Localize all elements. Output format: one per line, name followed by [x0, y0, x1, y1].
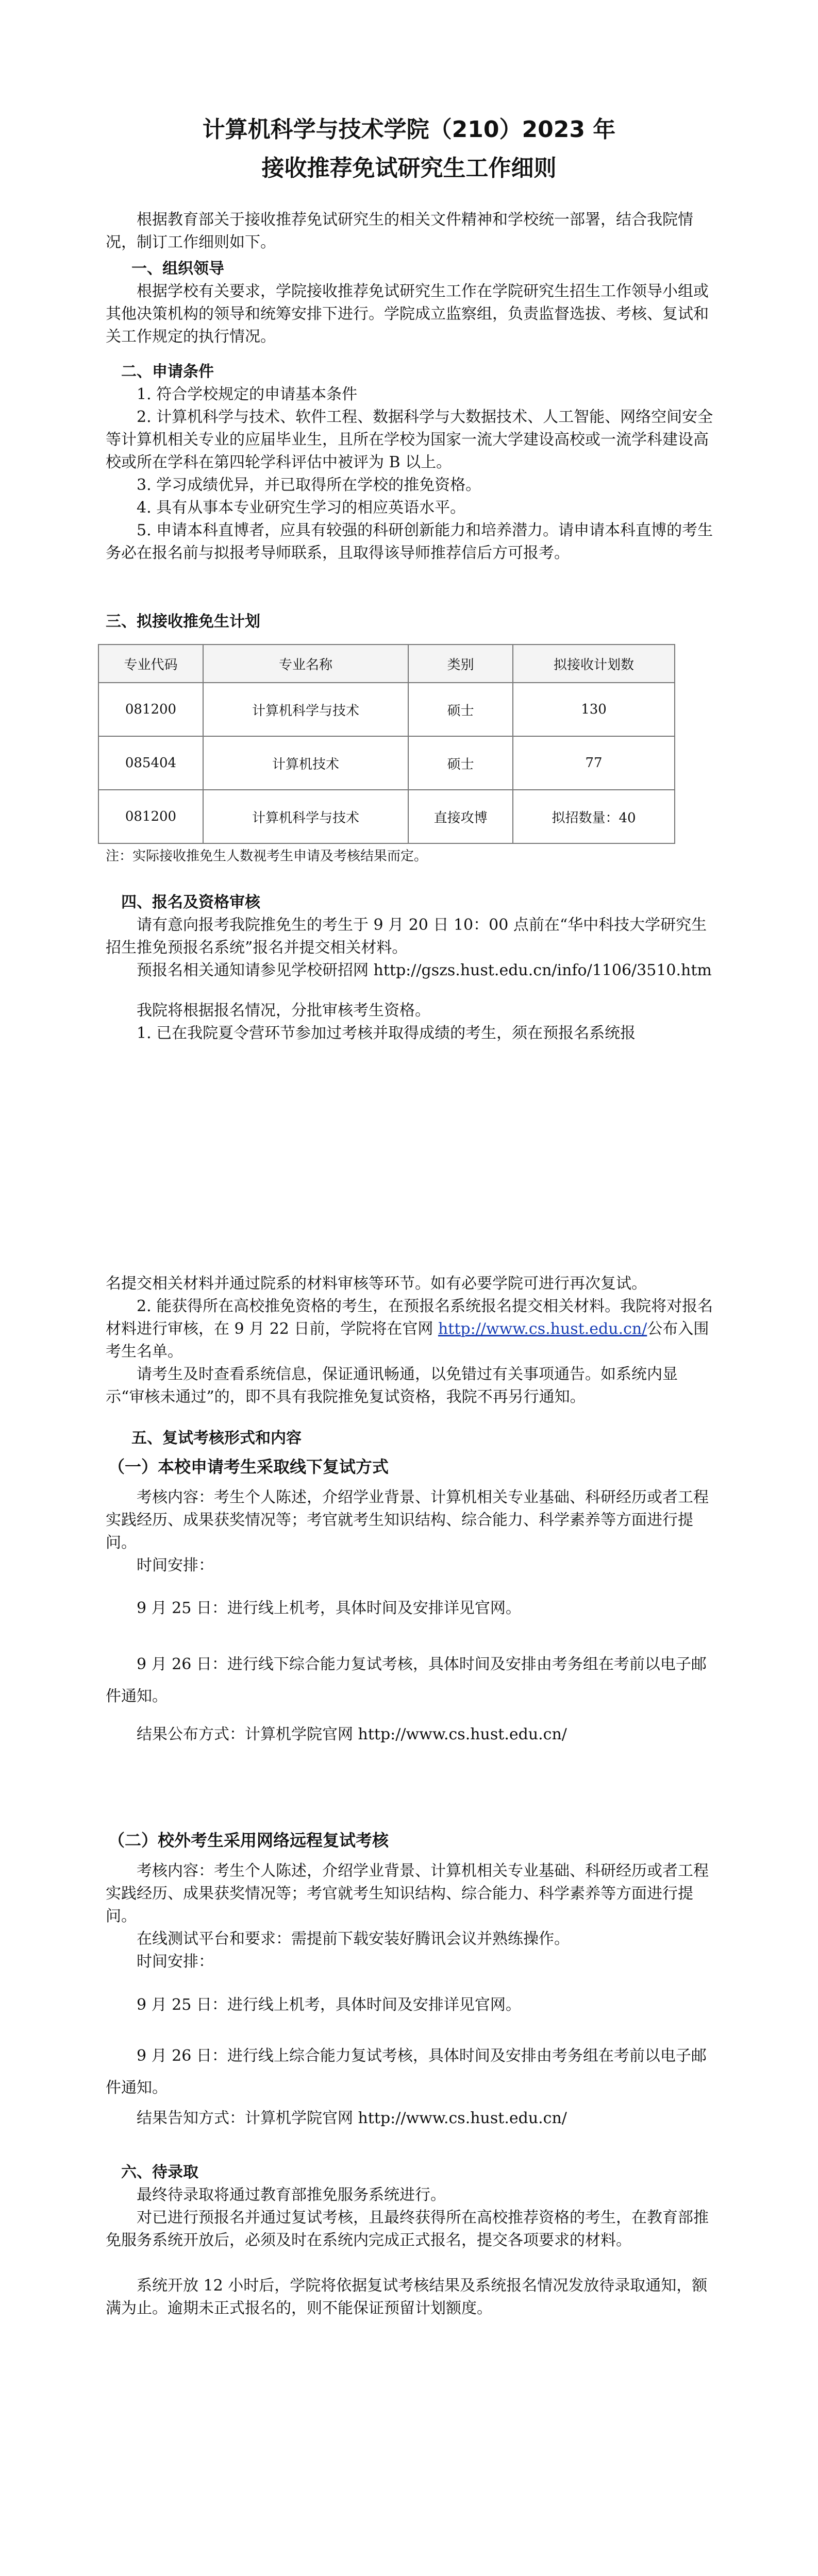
intro-paragraph: 根据教育部关于接收推荐免试研究生的相关文件精神和学校统一部署，结合我院情况，制订工作细则如下。: [106, 211, 693, 251]
date-label: 9 月 25 日：: [137, 1996, 227, 2014]
table-row: [98, 736, 675, 790]
table-cell: 硕士: [408, 736, 513, 790]
table-cell: 计算机科学与技术: [203, 790, 408, 843]
prereg-notice-label: 预报名相关通知请参见学校研招网: [137, 961, 374, 979]
table-header: 拟接收计划数: [513, 645, 675, 683]
section-3-heading: 三、拟接收推免生计划: [106, 613, 260, 631]
section-5-heading: 五、复试考核形式和内容: [131, 1429, 302, 1447]
section-4-p7: 请考生及时查看系统信息，保证通讯畅通，以免错过有关事项通告。如系统内显示“审核未通过”的，即不具有我院推免复试资格，我院不再另行通知。: [106, 1365, 678, 1406]
table-cell: 硕士: [408, 683, 513, 736]
section-5a-time-1: [106, 1597, 714, 1620]
table-row: [98, 790, 675, 843]
section-4-p5: 名提交相关材料并通过院系的材料审核等环节。如有必要学院可进行再次复试。: [106, 1275, 647, 1293]
section-5a-heading: （一）本校申请考生采取线下复试方式: [108, 1457, 389, 1477]
schedule-text: 进行线上机考，具体时间及安排详见官网。: [227, 1599, 521, 1617]
table-note: 注：实际接收推免生人数视考生申请及考核结果而定。: [106, 849, 428, 864]
section-4-p2: [106, 959, 714, 982]
table-cell: 085404: [98, 736, 203, 790]
prereg-notice-url: http://gszs.hust.edu.cn/info/1106/3510.htm: [373, 961, 712, 979]
table-header: 专业代码: [98, 645, 203, 683]
section-5a-time-label: 时间安排：: [137, 1556, 214, 1574]
section-2-heading: 二、申请条件: [121, 363, 214, 381]
plan-table: [98, 644, 675, 844]
section-5b-time-label: 时间安排：: [137, 1953, 214, 1971]
section-5b-result: 结果告知方式：计算机学院官网 http://www.cs.hust.edu.cn/: [137, 2109, 567, 2127]
section-1-text: 根据学校有关要求，学院接收推荐免试研究生工作在学院研究生招生工作领导小组或其他决策机构的领导和统筹安排下进行。学院成立监察组，负责监督选拔、考核、复试和关工作规定的执行情况。: [106, 282, 709, 346]
college-site-link[interactable]: http://www.cs.hust.edu.cn/: [438, 1320, 647, 1338]
section-5b-time-2: [106, 2040, 714, 2104]
table-header-row: [98, 645, 675, 683]
review-text: 2. 能获得所在高校推免资格的考生，在预报名系统报名提交相关材料。我院将对报名材料进行审核，在 9 月 22 日前，学院将在官网: [106, 1297, 713, 1338]
table-cell: 拟招数量：40: [513, 790, 675, 843]
date-label: 9 月 25 日：: [137, 1599, 227, 1617]
date-label: 9 月 26 日：: [137, 2047, 227, 2065]
table-cell: 计算机技术: [203, 736, 408, 790]
table-cell: 081200: [98, 683, 203, 736]
section-6-p2: 对已进行预报名并通过复试考核，且最终获得所在高校推荐资格的考生，在教育部推免服务系统开放后，必须及时在系统内完成正式报名，提交各项要求的材料。: [106, 2209, 709, 2249]
section-6-heading: 六、待录取: [121, 2163, 198, 2181]
condition-3: 3. 学习成绩优异，并已取得所在学校的推免资格。: [137, 476, 481, 494]
condition-4: 4. 具有从事本专业研究生学习的相应英语水平。: [137, 499, 466, 517]
table-cell: 130: [513, 683, 675, 736]
section-5b-content: 考核内容：考生个人陈述，介绍学业背景、计算机相关专业基础、科研经历或者工程实践经历、成果获奖情况等；考官就考生知识结构、综合能力、科学素养等方面进行提问。: [106, 1862, 709, 1925]
table-cell: 081200: [98, 790, 203, 843]
table-cell: 计算机科学与技术: [203, 683, 408, 736]
section-6-p1: 最终待录取将通过教育部推免服务系统进行。: [137, 2186, 446, 2204]
condition-5: 5. 申请本科直博者，应具有较强的科研创新能力和培养潜力。请申请本科直博的考生务必在报名前与拟报考导师联系，且取得该导师推荐信后方可报考。: [106, 521, 713, 562]
table-cell: 77: [513, 736, 675, 790]
condition-1: 1. 符合学校规定的申请基本条件: [137, 385, 358, 403]
section-5a-content: 考核内容：考生个人陈述，介绍学业背景、计算机相关专业基础、科研经历或者工程实践经历、成果获奖情况等；考官就考生知识结构、综合能力、科学素养等方面进行提问。: [106, 1488, 709, 1552]
date-label: 9 月 26 日：: [137, 1655, 227, 1673]
doc-title-line2: 接收推荐免试研究生工作细则: [261, 155, 557, 181]
table-header: 专业名称: [203, 645, 408, 683]
section-1-heading: 一、组织领导: [131, 260, 224, 278]
section-5b-time-1: [106, 1994, 714, 2016]
section-5b-platform: 在线测试平台和要求：需提前下载安装好腾讯会议并熟练操作。: [137, 1930, 570, 1948]
section-5a-time-2: [106, 1649, 714, 1713]
section-5a-result: 结果公布方式：计算机学院官网 http://www.cs.hust.edu.cn/: [137, 1725, 567, 1743]
schedule-text: 进行线上机考，具体时间及安排详见官网。: [227, 1996, 521, 2014]
section-4-p1: 请有意向报考我院推免生的考生于 9 月 20 日 10：00 点前在“华中科技大学研究生招生推免预报名系统”报名并提交相关材料。: [106, 916, 707, 957]
review-suffix: 公布入围考生名单。: [106, 1320, 709, 1361]
schedule-text: 进行线下综合能力复试考核，具体时间及安排由考务组在考前以电子邮件通知。: [106, 1655, 707, 1705]
section-6-p3: 系统开放 12 小时后，学院将依据复试考核结果及系统报名情况发放待录取通知，额满为止。逾期未正式报名的，则不能保证预留计划额度。: [106, 2277, 708, 2317]
table-header: 类别: [408, 645, 513, 683]
schedule-text: 进行线上综合能力复试考核，具体时间及安排由考务组在考前以电子邮件通知。: [106, 2047, 707, 2097]
section-4-p3: 我院将根据报名情况，分批审核考生资格。: [137, 1002, 430, 1020]
section-4-p4: 1. 已在我院夏令营环节参加过考核并取得成绩的考生，须在预报名系统报: [137, 1024, 636, 1042]
table-cell: 直接攻博: [408, 790, 513, 843]
condition-2: 2. 计算机科学与技术、软件工程、数据科学与大数据技术、人工智能、网络空间安全等计算机相关专业的应届毕业生，且所在学校为国家一流大学建设高校或一流学科建设高校或所在学科在第四轮学科评估中被评为 B 以上。: [106, 408, 713, 471]
section-5b-heading: （二）校外考生采用网络远程复试考核: [108, 1831, 389, 1850]
table-row: [98, 683, 675, 736]
doc-title-line1: 计算机科学与技术学院（210）2023 年: [202, 116, 616, 143]
section-4-heading: 四、报名及资格审核: [121, 893, 260, 911]
section-4-p6: [106, 1295, 714, 1363]
